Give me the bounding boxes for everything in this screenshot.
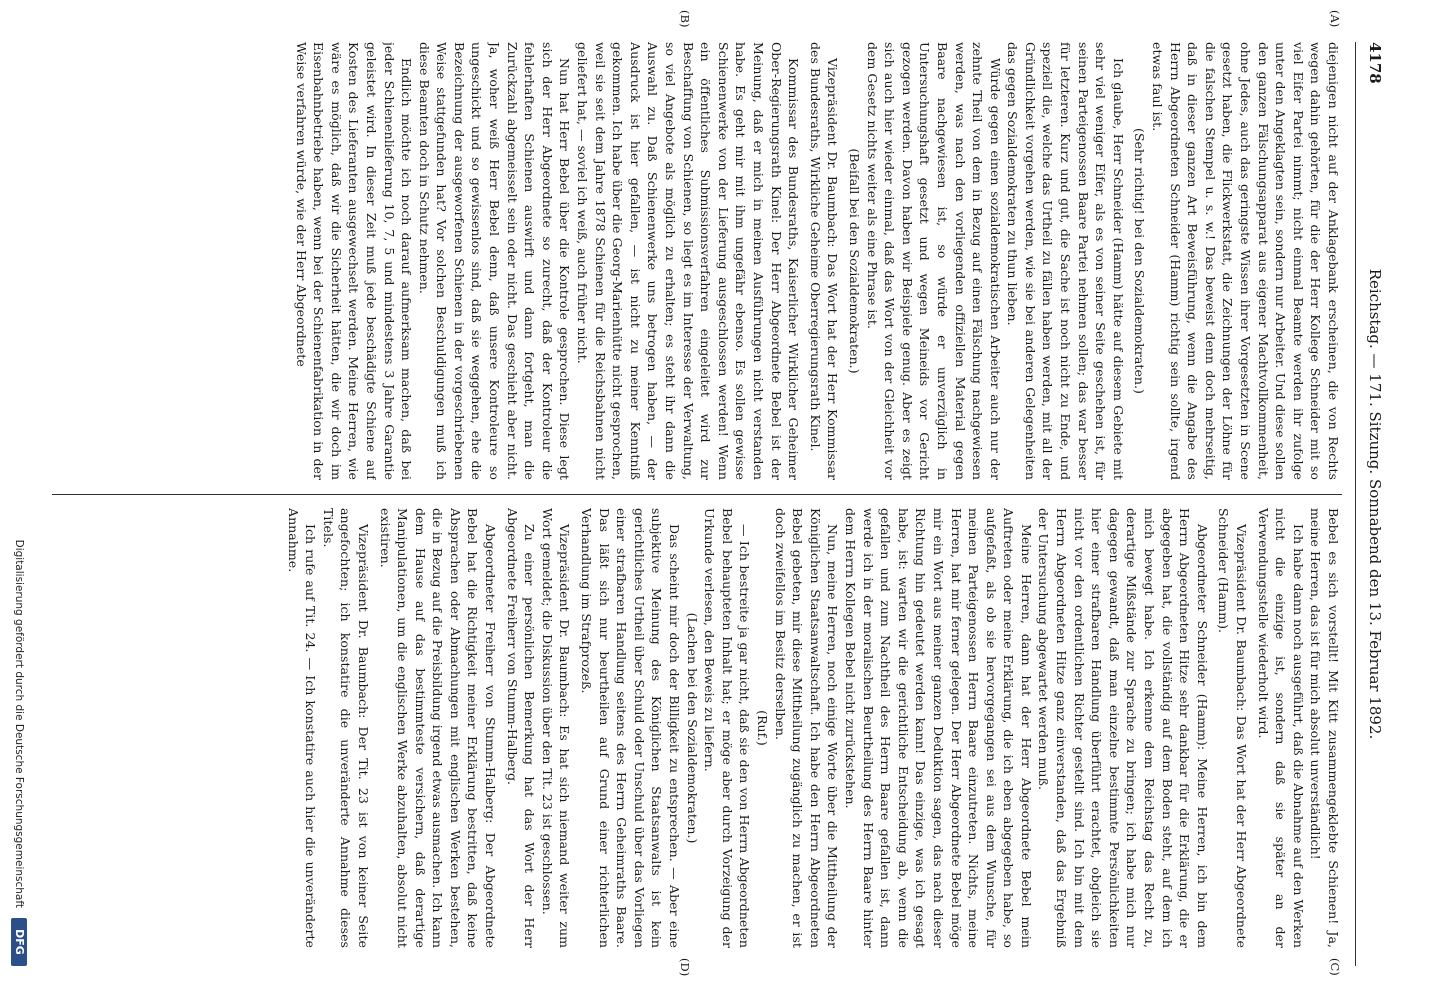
margin-mark-b: (B)	[678, 10, 692, 28]
paragraph: Ich rufe auf Tit. 24. — Ich konstatire auch hier die unveränderte Annahme.	[285, 508, 319, 948]
paragraph: Meine Herren, dann hat der Herr Abgeordnete Bebel mein Auftreten oder meine Erklärung, die ich eben abgegeben habe, so aufgefaßt, als ob sie hervorgegangen sei aus dem Wunsche, für meinen Parteigenossen Herrn Baare einzutreten. Nichts, meine Herren, hat mir ferner gelegen. Der Herr Abgeordnete Bebel möge mir ein Wort aus meiner ganzen Deduktion sagen, das nach dieser Richtung hin gedeutet werden kann! Das einzige, was ich gesagt habe, ist: warten wir die gerichtliche Entscheidung ab, wenn die gefallen und zum Nachtheil des Herrn Baare gefallen ist, dann werde ich in der moralischen Beurtheilung des Herrn Baare hinter dem Herrn Kollegen Bebel nicht zurückstehen.	[842, 508, 1034, 948]
interjection: (Sehr richtig! bei den Sozialdemokraten.)	[1132, 128, 1148, 394]
paragraph: Bebel es sich vorstellt! Mit Kitt zusammengeklebte Schienen! Ja, meine Herren, das ist für mich absolut unverständlich!	[1308, 508, 1341, 948]
paragraph: Endlich möchte ich noch darauf aufmerksam machen, daß bei jeder Schienenlieferung 10, 7, 5 und mindestens 3 Jahre Garantie geleistet wird. In dieser Zeit muß jede beschädigte Schiene auf Kosten des Lieferanten ausgewechselt werden. Meine Herren, wie wäre es möglich, daß wir die Sicherheit hätten, die wir doch im Eisenbahnbetriebe haben, wenn bei der Schienenfabrikation in der Weise verfahren würde, wie der Herr Abgeordnete	[293, 42, 415, 480]
speaker-paragraph: Vizepräsident Dr. Baumbach: Der Tit. 23 ist von keiner Seite angefochten; ich konstatire die unveränderte Annahme dieses Titels.	[320, 508, 371, 948]
paragraph: Nun, meine Herren, noch einige Worte über die Mittheilung der Königlichen Staatsanwaltschaft. Ich habe den Herrn Abgeordneten Bebel gebeten, mir diese Mittheilung zugänglich zu machen, er ist doch zweifellos im Besitz derselben.	[772, 508, 841, 948]
margin-mark-a: (A)	[1328, 10, 1342, 28]
session-title: Reichstag. — 171. Sitzung. Sonnabend den 13. Februar 1892.	[1366, 268, 1384, 740]
paragraph: Zu einer persönlichen Bemerkung hat das Wort der Herr Abgeordnete Freiherr von Stumm-Halberg.	[504, 508, 538, 948]
digitization-credit: Digitalisierung gefördert durch die Deutsche Forschungsgemeinschaft	[13, 539, 25, 908]
paragraph: Das scheint mir doch der Billigkeit zu entsprechen. — Aber eine subjektive Meinung des Königlichen Staatsanwalts ist kein gerichtliches Urtheil über Schuld oder Unschuld über das Vorliegen einer strafbaren Handlung seitens des Herrn Geheimraths Baare. Das läßt sich nur beurtheilen auf Grund einer richterlichen Verhandlung im Strafprozeß.	[579, 508, 683, 948]
paragraph: Ich glaube, Herr Schneider (Hamm) hätte auf diesem Gebiete mit sehr viel weniger Eifer, als es von seiner Seite geschehen ist, für seinen Parteigenossen Baare Partei nehmen sollen; das war besser für letzteren. Kurz und gut, die Sache ist noch nicht zu Ende, und speziell die, welche das Urtheil zu fällen haben werden, mit all der Gründlichkeit vorgehen werden, wie sie bei anderen Gelegenheiten das gegen Sozialdemokraten zu thun lieben.	[1005, 42, 1126, 480]
interjection: (Beifall bei den Sozialdemokraten.)	[846, 148, 862, 374]
page-number: 4178	[1366, 42, 1384, 84]
dfg-logo: DFG	[11, 918, 27, 966]
paragraph: diejenigen nicht auf der Anklagebank erscheinen, die von Rechts wegen dahin gehörten, für die der Herr Kollege Schneider mit so viel Eifer Partei nimmt; nicht einmal Beamte werden ihr zufolge unter den Angeklagten sein, sondern nur Arbeiter. Und diese sollen den ganzen Fälschungsapparat aus eigener Machtvollkommenheit, ohne Jedes, auch das geringste Wissen ihrer Vorgesetzten in Scene gesetzt haben, die Flickwerkstatt, die Zeichnungen der Löhne für die falschen Stempel u. s. w.! Das beweist denn doch mehrseitig, daß in dieser ganzen Art Beweisführung, wenn die Angabe des Herrn Abgeordneten Schneider (Hamm) richtig sein sollte, irgend etwas faul ist.	[1150, 42, 1341, 480]
speaker-paragraph: Abgeordneter Schneider (Hamm): Meine Herren, ich bin dem Herrn Abgeordneten Hitze sehr dankbar für die Erklärung, die er abgegeben hat, die vollständig auf dem Boden steht, auf dem ich mich bewegt habe. Ich erkenne dem Reichstag das Recht zu, derartige Mißstände zur Sprache zu bringen; ich habe mich nur dagegen gewandt, daß man einzelne bestimmte Persönlichkeiten hier einer strafbaren Handlung überführt erachtet, obgleich sie nicht vor den ordentlichen Richter gestellt sind. Ich bin mit dem Herrn Abgeordneten Hitze ganz einverstanden, daß das Ergebniß der Untersuchung abgewartet werden muß.	[1036, 508, 1210, 948]
left-column	[50, 42, 1342, 480]
margin-mark-c: (C)	[1328, 958, 1342, 976]
paragraph: Würde gegen einen sozialdemokratischen Arbeiter auch nur der zehnte Theil von dem in Bezug auf einen Fälschung nachgewiesen werden, was nach den vorliegenden offiziellen Material gegen Baare nachgewiesen ist, so würde er unverzüglich in Untersuchungshaft gesetzt und wegen Meineids vor Gericht gezogen werden. Davon haben wir Beispiele genug. Aber es zeigt sich auch hier wieder einmal, daß das Wort von der Gleichheit vor dem Gesetz nichts weiter als eine Phrase ist.	[864, 42, 1003, 480]
speaker-paragraph: Vizepräsident Dr. Baumbach: Das Wort hat der Herr Kommissar des Bundesraths, Wirkliche Geheime Oberregierungsrath Kinel.	[807, 42, 841, 480]
speaker-paragraph: Kommissar des Bundesraths, Kaiserlicher Wirklicher Geheimer Ober-Regierungsrath Kinel: Der Herr Abgeordnete Bebel ist der Meinung, daß er mich in meinen Ausführungen nicht verstanden habe. Es geht mir mit ihm ungefähr ebenso. Es sollen gewisse Schienenwerke von der Lieferung ausgeschlossen werden! Wenn ein öffentliches Submissionsverfahren eingeleitet wird zur Beschaffung von Schienen, so liegt es im Interesse der Verwaltung, so viel Angebote als möglich zu erhalten; es steht ihr dann die Auswahl zu. Daß Schienenwerke uns betrogen haben, — der Ausdruck ist hier gefallen, — ist nicht zu meiner Kenntniß gekommen. Ich habe über die Georg-Marienhütte nicht gesprochen, weil sie seit dem Jahre 1878 Schienen für die Reichsbahnen nicht geliefert hat, — soviel ich weiß, auch früher nicht.	[575, 42, 802, 480]
speaker-paragraph: Abgeordneter Freiherr von Stumm-Halberg: Der Abgeordnete Bebel hat die Richtigkeit meiner Erklärung bestritten, daß keine Absprachen oder Abmachungen mit englischen Werken bestehen, die in Bezug auf die Preisbildung irgend etwas ausmachen. Ich kann dem Hause auf das bestimmteste versichern, daß derartige Manipulationen, um die englischen Werke abzuhalten, absolut nicht existiren.	[377, 508, 499, 948]
page-header	[1355, 42, 1392, 966]
margin-mark-d: (D)	[678, 958, 692, 977]
paragraph: Nun hat Herr Bebel über die Kontrole gesprochen. Diese legt sich der Herr Abgeordnete so zurecht, daß der Kontroleur die fehlerhaften Schienen auswirft und dann fortgeht, man die Zurückzahl abgemeisselt sein oder nicht. Das geschieht aber nicht. Ja, woher weiß Herr Bebel denn, daß unsere Kontroleure so ungeschickt und so gewissenlos sind, daß sie weggehen, ehe die Bezeichnung der ausgeworfenen Schienen in der vorgeschriebenen Weise stattgefunden hat? Vor solchen Beschuldigungen muß ich diese Beamten doch in Schutz nehmen.	[416, 42, 573, 480]
page-footer	[7, 42, 27, 966]
paragraph: — Ich bestreite ja gar nicht, daß sie den von Herrn Abgeordneten Bebel behaupteten Inhalt hat; er möge aber durch Vorzeigung der Urkunde verlesen, den Beweis zu liefern.	[702, 508, 753, 948]
interjection: (Ruf.)	[755, 710, 770, 746]
column-divider	[52, 494, 1342, 495]
paragraph: Ich habe dann noch ausgeführt, daß die Abnahme auf den Werken nicht die einzige ist, sondern daß sie später an der Verwendungsstelle wiederholt wird.	[1255, 508, 1306, 948]
speaker-paragraph: Vizepräsident Dr. Baumbach: Das Wort hat der Herr Abgeordnete Schneider (Hamm).	[1216, 508, 1250, 948]
interjection: (Lachen bei den Sozialdemokraten.)	[684, 612, 700, 844]
right-column	[50, 508, 1342, 948]
speaker-paragraph: Vizepräsident Dr. Baumbach: Es hat sich niemand weiter zum Wort gemeldet; die Diskussion über den Tit. 23 ist geschlossen.	[539, 508, 573, 948]
